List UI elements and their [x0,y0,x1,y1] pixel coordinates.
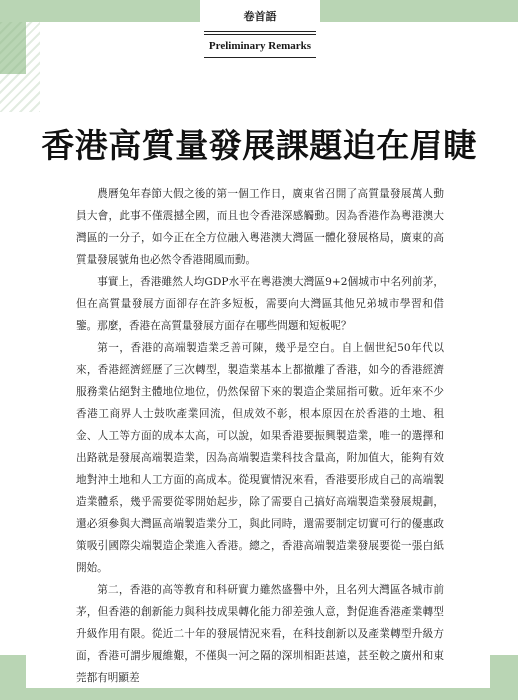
header-rule-bottom [204,57,316,58]
bottom-green-band [0,688,518,700]
header-rule-top-thin [204,34,316,35]
paragraph-2: 事實上，香港雖然人均GDP水平在粵港澳大灣區9+2個城市中名列前茅，但在高質量發展方面卻存在許多短板，需要向大灣區其他兄弟城市學習和借鑒。那麼，香港在高質量發展方面存在哪些問題和短板呢？ [76,276,444,332]
section-kicker-en: Preliminary Remarks [208,40,312,52]
paragraph-3: 第一，香港的高端製造業乏善可陳，幾乎是空白。自上個世紀50年代以來，香港經濟經歷了三次轉型，製造業基本上都撤離了香港，如今的香港經濟服務業佔絕對主體地位地位，仍然保留下來的製造企業屈指可數。近年來不少香港工商界人士鼓吹產業回流，但成效不彰，根本原因在於香港的土地、租金、人工等方面的成本太高，可以說，如果香港要振興製造業，唯一的選擇和出路就是發展高端製造業，因為高端製造業科技含量高，附加值大，能夠有效地對沖土地和人工方面的高成本。從現實情況來看，香港要形成自己的高端製造業體系，幾乎需要從零開始起步，除了需要自己搞好高端製造業發展規劃，還必須參與大灣區高端製造業分工，與此同時，還需要制定切實可行的優惠政策吸引國際尖端製造企業進入香港。總之，香港高端製造業發展要從一張白紙開始。 [76,342,444,574]
right-green-band [490,0,518,20]
paragraph-1: 農曆兔年春節大假之後的第一個工作日，廣東省召開了高質量發展萬人動員大會，此事不僅震撼全國，而且也令香港深感觸動。因為香港作為粵港澳大灣區的一分子，如今正在全方位融入粵港澳大灣區一體化發展格局，廣東的高質量發展號角也必然令香港聞風而動。 [76,188,444,266]
header-rule-top [204,31,316,32]
decorative-stripes [0,22,40,112]
article-body [76,183,444,689]
paragraph-4: 第二，香港的高等教育和科研實力雖然盛譽中外，且名列大灣區各城市前茅，但香港的創新能力與科技成果轉化能力卻差強人意，對促進香港產業轉型升級作用有限。從近二十年的發展情況來看，在科技創新以及產業轉型升級方面，香港可謂步履維艱，不僅與一河之隔的深圳相距甚遠，甚至較之廣州和東莞都有明顯差 [76,584,444,684]
article-title: 香港高質量發展課題迫在眉睫 [41,126,477,165]
section-kicker-zh: 卷首語 [243,10,277,23]
